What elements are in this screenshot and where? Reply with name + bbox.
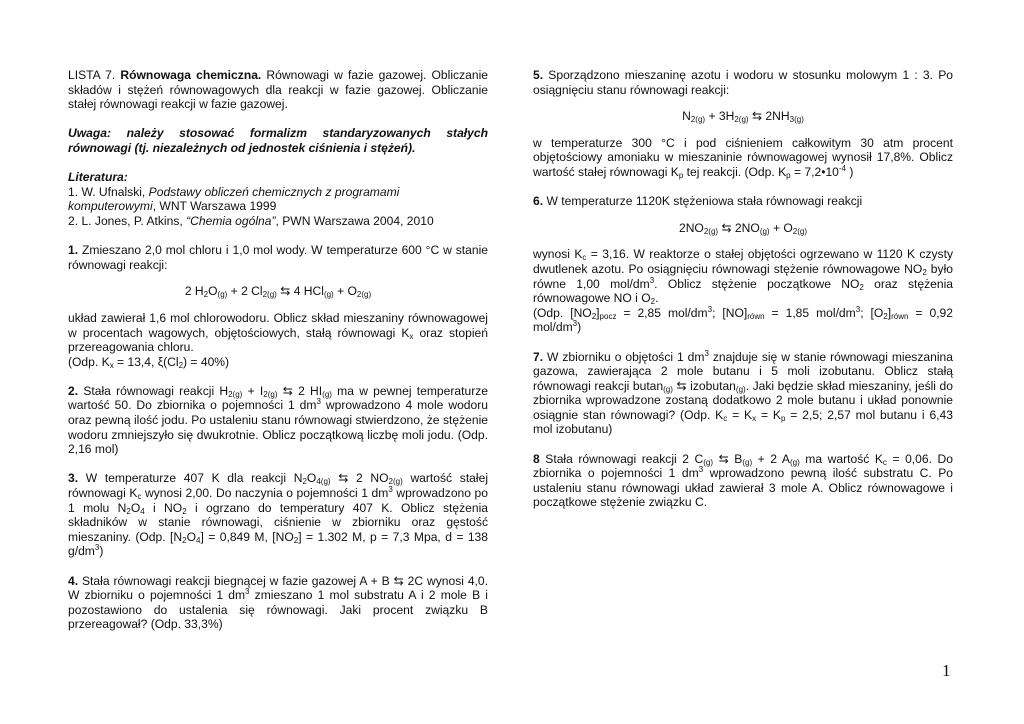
problem-5-number: 5. xyxy=(533,68,544,82)
problem-1-text: układ zawierał 1,6 mol chlorowodoru. Oblicz skład mieszaniny równowagowej w procentach wagowych, objętościowych, stałą równowagi $K_x$ oraz stopień przereagowania chloru. (Odp. $K_x = 13,4$, $\xi(Cl_2) = 40\%$) xyxy=(68,310,488,370)
problem-2: 2. Stała równowagi reakcji $H_{2(g)} + I_{2(g)}$ ⇆ 2 $HI_{(g)}$ ma w pewnej temperaturze wartość 50. Do zbiornika o pojemności 1 $dm^3$ wprowadzono 4 mole wodoru oraz pewną ilość jodu. Po ustaleniu stanu równowagi stwierdzono, że stężenie wodoru zmniejszyło się dwukrotnie. Oblicz początkową liczbę moli jodu. (Odp. 2,16 mol) xyxy=(68,383,489,457)
literature-section xyxy=(68,170,488,228)
literature-ref-1: 1. W. Ufnalski, Podstawy obliczeń chemicznych z programami komputerowymi, WNT Warszawa 1999 xyxy=(68,184,400,214)
problem-1-number: 1. xyxy=(68,243,79,258)
problem-7-number: 7. xyxy=(533,349,544,364)
problem-6-text: wynosi $K_c = 3,16$. W reaktorze o stałej objętości ogrzewano w 1120 K czysty dwutlenek azotu. Po osiągnięciu równowagi stężenie równowagowe $NO_2$ było równe 1,00 mol/$dm^3$. Oblicz stężenie początkowe $NO_2$ oraz stężenia równowagowe NO i $O_2$. (Odp. $[NO_2]_{pocz} = 2,85$ mol/$dm^3$; $[NO]_{równ} = 1,85$ mol/$dm^3$; $[O_2]_{równ} = 0,92$ mol/$dm^3$) xyxy=(533,247,953,335)
intro-text: Równowagi w fazie gazowej. Obliczanie składów i stężeń równowagowych dla reakcji w fazie gazowej. Obliczanie stałej równowagi reakcji w fazie gazowej. xyxy=(68,68,488,112)
problem-6: 6. W temperaturze 1120K stężeniowa stała równowagi reakcji xyxy=(533,194,863,209)
problem-6-answer: (Odp. $[NO_2]_{pocz} = 2,85$ mol/$dm^3$; $[NO]_{równ} = 1,85$ mol/$dm^3$; $[O_2]_{równ} = 0,92$ mol/$dm^3$) xyxy=(533,304,953,335)
literature-heading: Literatura: xyxy=(68,170,128,185)
problem-2-number: 2. xyxy=(68,383,79,398)
literature-ref-2: 2. L. Jones, P. Atkins, “Chemia ogólna”, PWN Warszawa 2004, 2010 xyxy=(68,213,434,228)
page-number: 1 xyxy=(942,661,951,680)
problem-5: 5. Sporządzono mieszaninę azotu i wodoru w stosunku molowym 1 : 3. Po osiągnięciu stanu równowagi reakcji: xyxy=(533,68,953,97)
problem-4: 4. Stała równowagi reakcji biegnącej w fazie gazowej A + B ⇆ 2C wynosi 4,0. W zbiorniku o pojemności 1 $dm^3$ zmieszano 1 mol substratu A i 2 mole B i pozostawiono do ustalenia się równowagi. Jaki procent związku B przereagował? (Odp. 33,3%) xyxy=(68,573,488,632)
problem-8: 8 Stała równowagi reakcji 2 $C_{(g)}$ ⇆ $B_{(g)} + 2$ $A_{(g)}$ ma wartość $K_c = 0,06$. Do zbiornika o pojemności 1 $dm^3$ wprowadzono pewną ilość substratu C. Po ustaleniu stanu równowagi układ zawierał 3 mole A. Oblicz równowagowe i początkowe stężenie związku C. xyxy=(533,451,954,510)
problem-8-number: 8 xyxy=(533,451,540,466)
note-text: Uwaga: należy stosować formalizm standaryzowanych stałych równowagi (tj. niezależnych od jednostek ciśnienia i stężeń). xyxy=(68,126,488,155)
problem-1-equation: 2 $H_2O_{(g)} + 2$ $Cl_{2(g)}$ ⇆ 4 $HCl_{(g)} + O_{2(g)}$ xyxy=(184,284,372,300)
problem-5-text: w temperaturze 300 °C i pod ciśnieniem całkowitym 30 atm procent objętościowy amoniaku w mieszaninie równowagowej wynosił 17,8%. Oblicz wartość stałej równowagi $K_p$ tej reakcji. (Odp. $K_p$ = $7,2•10^{-4}$ ) xyxy=(533,135,953,180)
problem-3-number: 3. xyxy=(68,471,79,486)
note-paragraph xyxy=(68,126,488,155)
list-title: Równowaga chemiczna. xyxy=(120,68,262,82)
problem-3: 3. W temperaturze 407 K dla reakcji $N_2O_{4(g)}$ ⇆ 2 $NO_{2(g)}$ wartość stałej równowagi $K_c$ wynosi 2,00. Do naczynia o pojemności 1 $dm^3$ wprowadzono po 1 molu $N_2O_4$ i $NO_2$ i ogrzano do temperatury 407 K. Oblicz stężenia składników w stanie równowagi, ciśnienie w zbiorniku oraz gęstość mieszaniny. (Odp. $[N_2O_4] = 0,849$ M, $[NO_2] = 1.302$ M, p = 7,3 Mpa, d = 138 $g/dm^3$) xyxy=(68,471,489,559)
problem-1: 1. Zmieszano 2,0 mol chloru i 1,0 mol wody. W temperaturze 600 °C w stanie równowagi reakcji: xyxy=(68,243,488,272)
right-column xyxy=(533,68,953,510)
problem-4-number: 4. xyxy=(68,573,79,588)
left-column xyxy=(68,68,488,632)
problem-6-equation: $2NO_{2(g)}$ ⇆ $2NO_{(g)} + O_{2(g)}$ xyxy=(678,220,808,236)
intro-paragraph xyxy=(68,68,488,112)
problem-7: 7. W zbiorniku o objętości 1 $dm^3$ znajduje się w stanie równowagi mieszanina gazowa, zawierająca 2 mole butanu i 5 moli izobutanu. Oblicz stałą równowagi reakcji butan$_{(g)}$ ⇆ izobutan$_{(g)}$. Jaki będzie skład mieszaniny, jeśli do zbiornika wprowadzone zostaną dodatkowo 2 mole butanu i układ ponownie osiągnie stan równowagi? (Odp. $K_c = K_x = K_p = 2,5$; 2,57 mol butanu i 6,43 mol izobutanu) xyxy=(533,348,954,437)
list-label: LISTA 7. xyxy=(68,68,121,82)
problem-5-equation: $N_{2(g)} + 3H_{2(g)}$ ⇆ $2NH_{3(g)}$ xyxy=(682,109,804,125)
problem-6-number: 6. xyxy=(533,194,544,209)
problem-1-answer: (Odp. $K_x = 13,4$, $\xi(Cl_2) = 40\%$) xyxy=(68,354,230,370)
